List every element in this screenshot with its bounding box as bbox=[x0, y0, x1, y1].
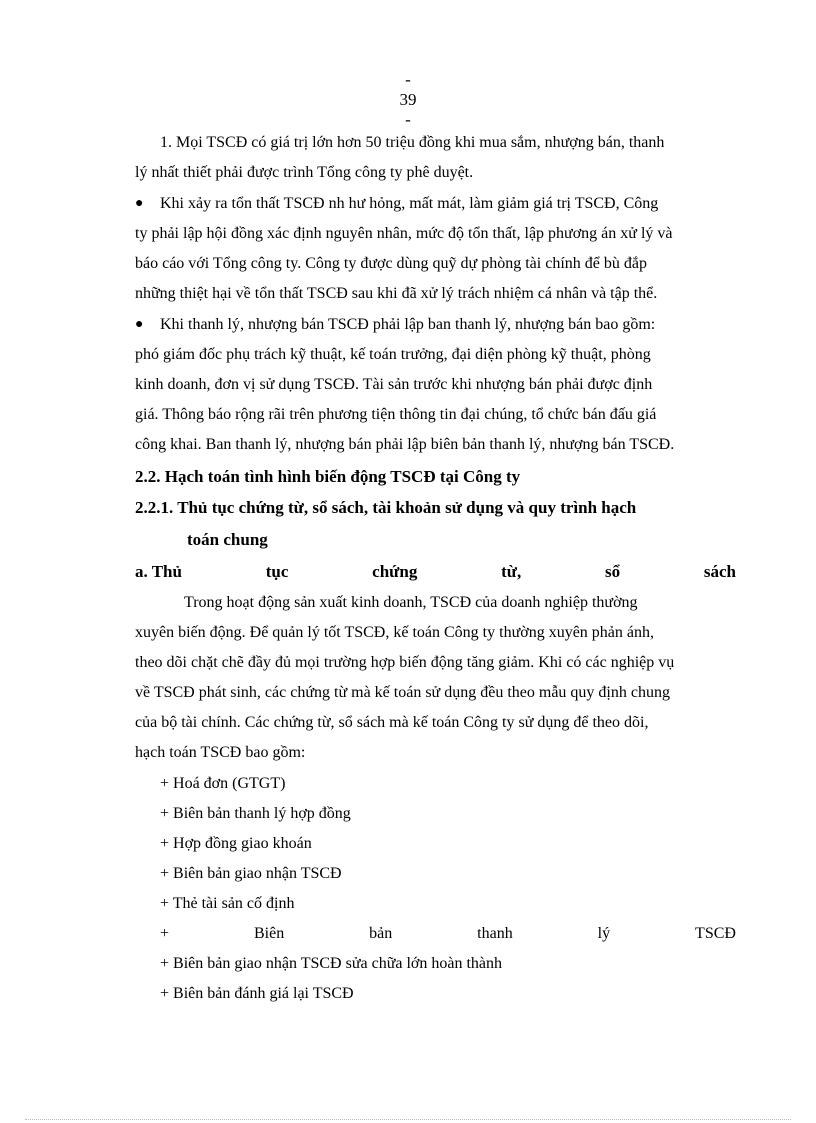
list-item: + Thẻ tài sản cố định bbox=[160, 895, 295, 912]
paragraph-line: ty phải lập hội đồng xác định nguyên nhân, mức độ tổn thất, lập phương án xử lý và bbox=[135, 225, 673, 242]
paragraph-line: những thiệt hại về tổn thất TSCĐ sau khi đã xử lý trách nhiệm cá nhân và tập thể. bbox=[135, 285, 658, 302]
body-line: Trong hoạt động sản xuất kinh doanh, TSCĐ của doanh nghiệp thường bbox=[184, 594, 638, 611]
paragraph-line: báo cáo với Tổng công ty. Công ty được dùng quỹ dự phòng tài chính để bù đắp bbox=[135, 255, 647, 272]
subheading-a bbox=[135, 562, 736, 582]
paragraph-line: 1. Mọi TSCĐ có giá trị lớn hơn 50 triệu đồng khi mua sắm, nhượng bán, thanh bbox=[160, 134, 665, 151]
body-line: xuyên biến động. Để quản lý tốt TSCĐ, kế toán Công ty thường xuyên phản ánh, bbox=[135, 624, 654, 641]
body-line: theo dõi chặt chẽ đầy đủ mọi trường hợp biến động tăng giảm. Khi có các nghiệp vụ bbox=[135, 654, 675, 671]
heading-word: sách bbox=[703, 562, 736, 581]
subsection-heading-cont: toán chung bbox=[187, 530, 268, 549]
heading-word: tục bbox=[265, 562, 289, 581]
bullet-icon: ● bbox=[135, 196, 144, 211]
paragraph-line: kinh doanh, đơn vị sử dụng TSCĐ. Tài sản trước khi nhượng bán phải được định bbox=[135, 376, 653, 393]
subsection-heading: 2.2.1. Thủ tục chứng từ, sổ sách, tài khoản sử dụng và quy trình hạch bbox=[135, 498, 637, 517]
heading-word: từ, bbox=[501, 562, 522, 581]
page-number: 39 bbox=[399, 90, 417, 109]
page-bottom-rule bbox=[25, 1119, 791, 1120]
heading-word: sổ bbox=[604, 562, 621, 581]
list-item: + Biên bản giao nhận TSCĐ bbox=[160, 865, 342, 882]
body-line: về TSCĐ phát sinh, các chứng từ mà kế toán sử dụng đều theo mẫu quy định chung bbox=[135, 684, 670, 701]
paragraph-line: lý nhất thiết phải được trình Tổng công ty phê duyệt. bbox=[135, 164, 474, 181]
heading-word: chứng bbox=[372, 562, 418, 581]
list-item: + Biên bản đánh giá lại TSCĐ bbox=[160, 985, 354, 1002]
bullet-icon: ● bbox=[135, 317, 144, 332]
paragraph-line: Khi thanh lý, nhượng bán TSCĐ phải lập ban thanh lý, nhượng bán bao gồm: bbox=[160, 316, 656, 333]
body-line: của bộ tài chính. Các chứng từ, sổ sách mà kế toán Công ty sử dụng để theo dõi, bbox=[135, 714, 649, 731]
list-word: thanh bbox=[477, 925, 513, 942]
list-word: bản bbox=[369, 925, 393, 942]
list-item: + Biên bản thanh lý hợp đồng bbox=[160, 805, 351, 822]
list-item-spread bbox=[160, 924, 736, 944]
paragraph-line: phó giám đốc phụ trách kỹ thuật, kế toán trưởng, đại diện phòng kỹ thuật, phòng bbox=[135, 346, 651, 363]
paragraph-line: giá. Thông báo rộng rãi trên phương tiện thông tin đại chúng, tổ chức bán đấu giá bbox=[135, 406, 657, 423]
page-number-dash-bottom: - bbox=[405, 110, 411, 129]
page-number-dash-top: - bbox=[405, 70, 411, 89]
list-item: + Hợp đồng giao khoán bbox=[160, 835, 312, 852]
heading-word: a. Thủ bbox=[135, 562, 182, 581]
list-word: TSCĐ bbox=[695, 925, 736, 942]
paragraph-line: Khi xảy ra tổn thất TSCĐ nh hư hỏng, mất mát, làm giảm giá trị TSCĐ, Công bbox=[160, 195, 659, 212]
body-line: hạch toán TSCĐ bao gồm: bbox=[135, 744, 306, 761]
list-word: lý bbox=[597, 925, 611, 942]
list-item: + Hoá đơn (GTGT) bbox=[160, 775, 286, 792]
list-word: + bbox=[160, 925, 170, 942]
list-word: Biên bbox=[253, 925, 285, 942]
list-item: + Biên bản giao nhận TSCĐ sửa chữa lớn hoàn thành bbox=[160, 955, 503, 972]
section-heading: 2.2. Hạch toán tình hình biến động TSCĐ tại Công ty bbox=[135, 467, 521, 486]
paragraph-line: công khai. Ban thanh lý, nhượng bán phải lập biên bản thanh lý, nhượng bán TSCĐ. bbox=[135, 436, 675, 453]
